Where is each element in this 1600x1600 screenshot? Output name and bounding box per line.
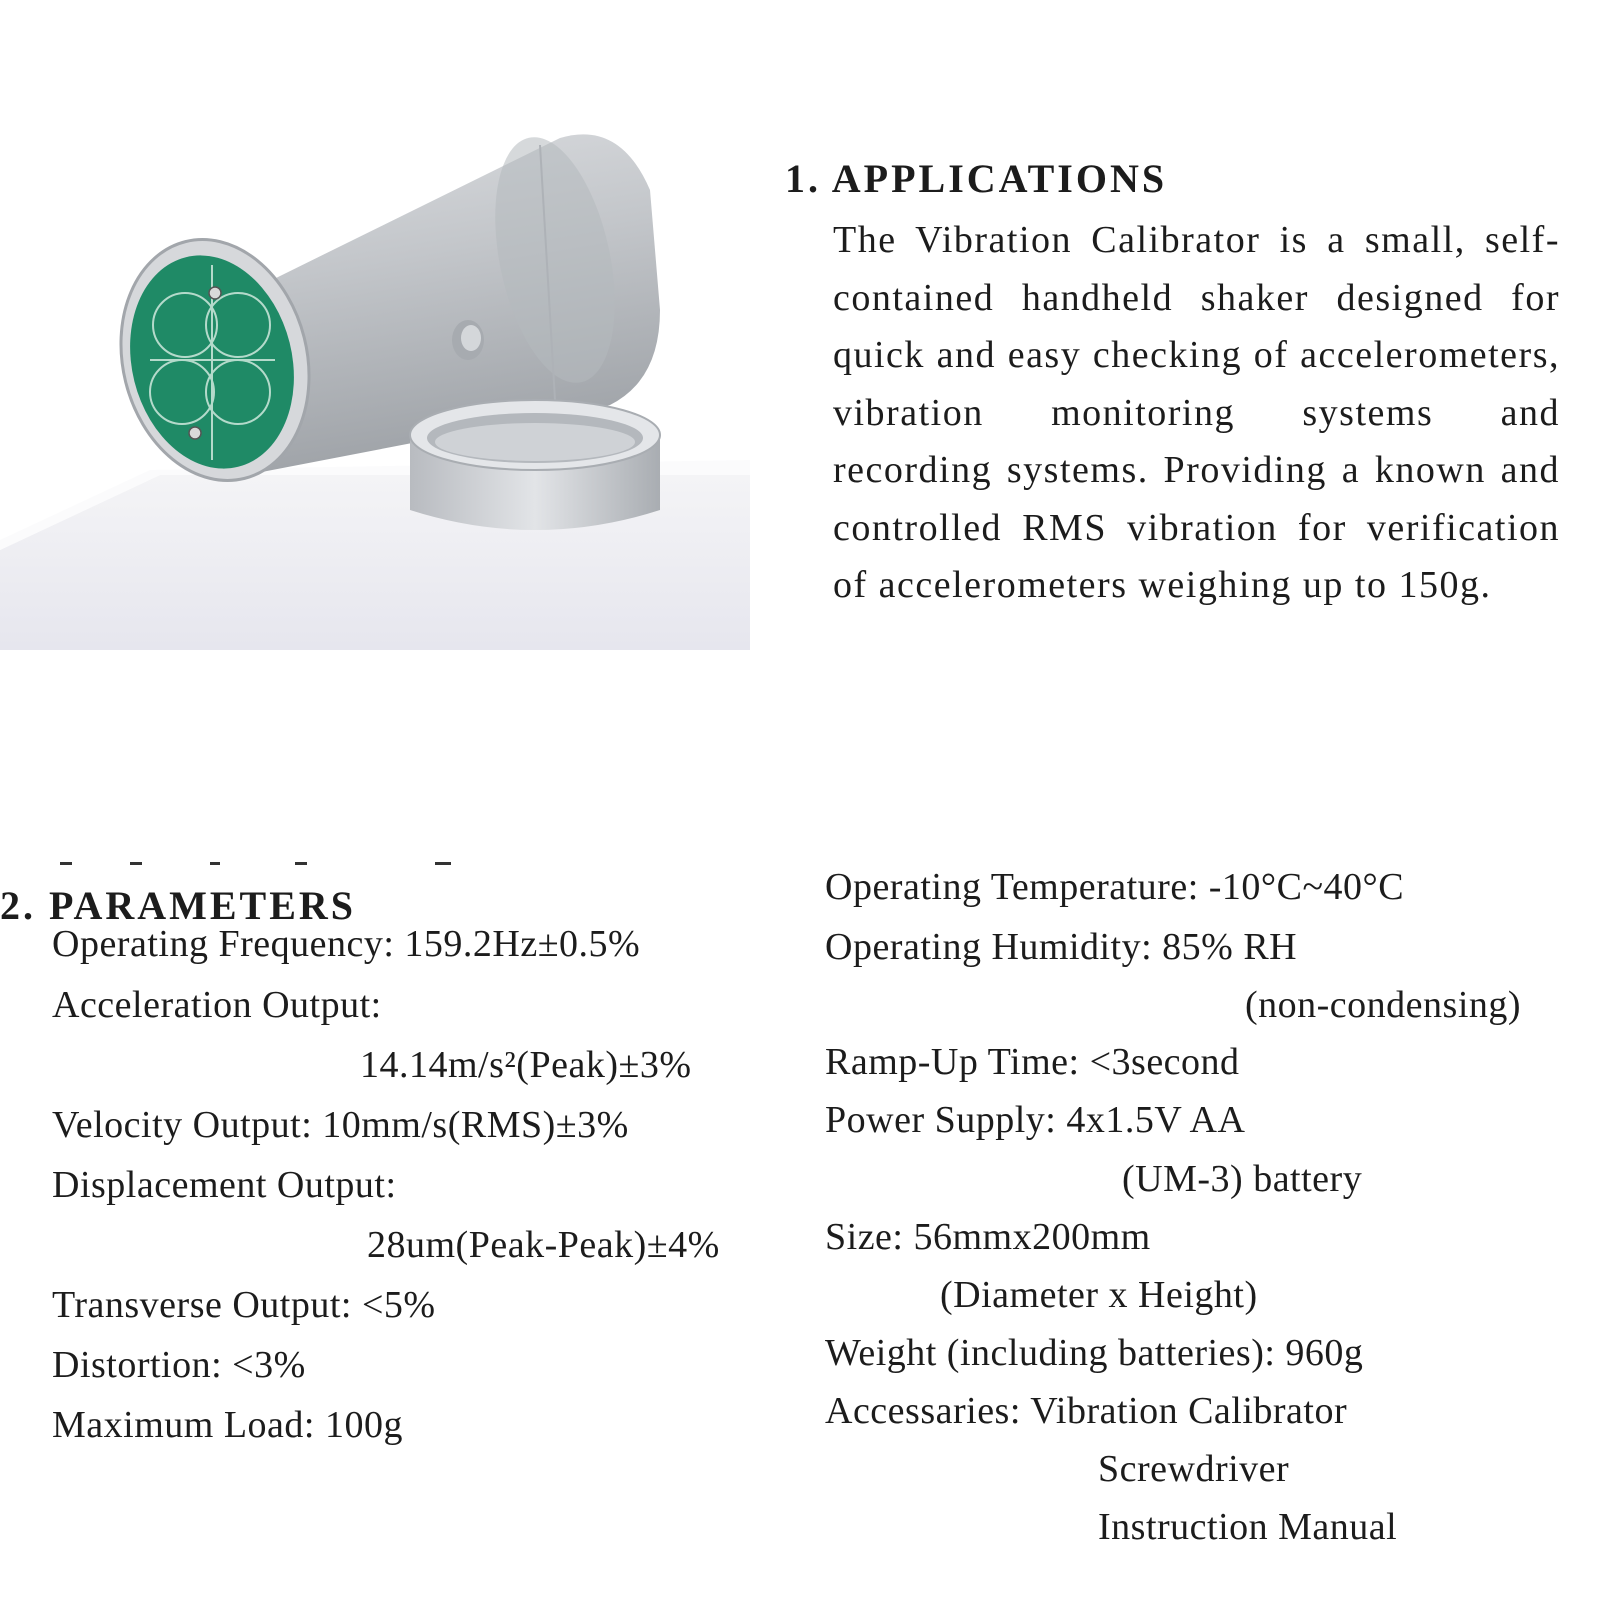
power-supply: Power Supply: 4x1.5V AA xyxy=(825,1099,1246,1141)
power-note: (UM-3) battery xyxy=(1122,1158,1363,1200)
accessory-instruction-manual: Instruction Manual xyxy=(1098,1506,1398,1548)
distortion: Distortion: <3% xyxy=(52,1344,306,1386)
product-photo xyxy=(0,130,750,650)
applications-heading: 1. APPLICATIONS xyxy=(785,156,1168,201)
parameters-heading: 2. PARAMETERS xyxy=(0,883,357,928)
accessory-screwdriver: Screwdriver xyxy=(1098,1448,1290,1490)
transverse-output: Transverse Output: <5% xyxy=(52,1284,436,1326)
weight: Weight (including batteries): 960g xyxy=(825,1332,1364,1374)
size: Size: 56mmx200mm xyxy=(825,1216,1151,1258)
accessories: Accessaries: Vibration Calibrator xyxy=(825,1390,1348,1432)
acceleration-label: Acceleration Output: xyxy=(52,984,382,1026)
applications-text: The Vibration Calibrator is a small, self-contained handheld shaker designed for quick and easy checking of accelerometers, vibration monitoring systems and recording systems. Providing a known and controlled RMS vibration for verification of accelerometers weighing up to 150g. xyxy=(833,219,1560,606)
displacement-label: Displacement Output: xyxy=(52,1164,397,1206)
size-note: (Diameter x Height) xyxy=(940,1274,1258,1316)
operating-temperature: Operating Temperature: -10°C~40°C xyxy=(825,866,1405,908)
acceleration-value: 14.14m/s²(Peak)±3% xyxy=(360,1044,692,1086)
ramp-up-time: Ramp-Up Time: <3second xyxy=(825,1041,1240,1083)
velocity-output: Velocity Output: 10mm/s(RMS)±3% xyxy=(52,1104,629,1146)
operating-frequency: Operating Frequency: 159.2Hz±0.5% xyxy=(52,923,641,965)
humidity-note: (non-condensing) xyxy=(1245,984,1522,1026)
decorative-dashes xyxy=(60,862,450,866)
operating-humidity: Operating Humidity: 85% RH xyxy=(825,926,1298,968)
maximum-load: Maximum Load: 100g xyxy=(52,1404,403,1446)
displacement-value: 28um(Peak-Peak)±4% xyxy=(367,1224,720,1266)
